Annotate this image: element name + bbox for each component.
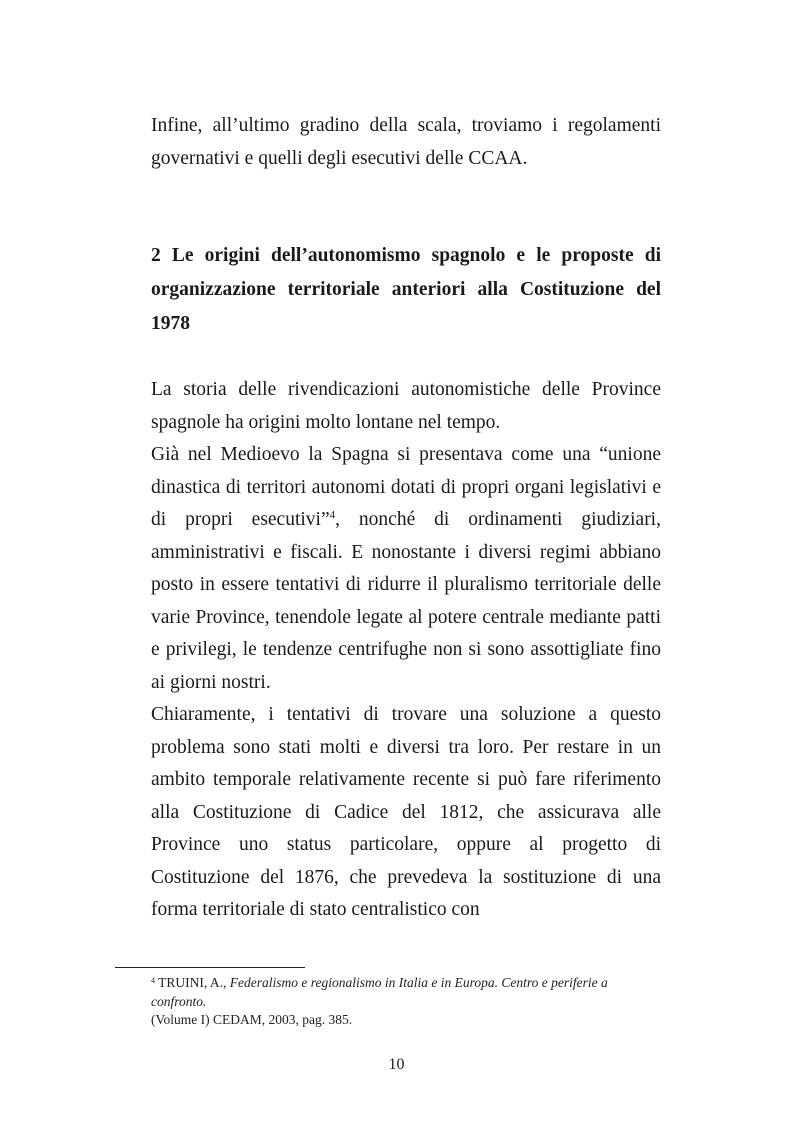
footnote-separator — [115, 967, 305, 968]
paragraph-3: Chiaramente, i tentativi di trovare una soluzione a questo problema sono stati molti e diversi tra loro. Per restare in un ambito temporale relativamente recente si può fare riferimento alla Costituzione di Cadice del 1812, che assicurava alle Province uno status particolare, oppure al progetto di Costituzione del 1876, che prevedeva la sostituzione di una forma territoriale di stato centralistico con — [151, 704, 661, 920]
footnote-title: Federalismo e regionalismo in Italia e in Europa. Centro e periferie a confronto. — [151, 975, 608, 1009]
footnote — [151, 974, 663, 1030]
footnote-number: 4 — [151, 976, 155, 985]
paragraph-1: La storia delle rivendicazioni autonomistiche delle Province spagnole ha origini molto lontane nel tempo. — [151, 379, 661, 433]
paragraph-2-text-b: , nonché di ordinamenti giudiziari, amministrativi e fiscali. E nonostante i diversi regimi abbiano posto in essere tentativi di ridurre il pluralismo territoriale delle varie Province, tenendole legate al potere centrale mediante patti e privilegi, le tendenze centrifughe non si sono assottigliate fino ai giorni nostri. — [151, 509, 661, 693]
body-text — [151, 374, 661, 927]
intro-paragraph-text: Infine, all’ultimo gradino della scala, troviamo i regolamenti governativi e quelli degli esecutivi delle CCAA. — [151, 115, 661, 169]
section-heading: 2 Le origini dell’autonomismo spagnolo e le proposte di organizzazione territoriale anteriori alla Costituzione del 1978 — [151, 245, 661, 334]
footnote-details: (Volume I) CEDAM, 2003, pag. 385. — [151, 1012, 353, 1027]
footnote-author: TRUINI, A., — [158, 975, 230, 990]
paragraph-2-text-a: Già nel Medioevo la Spagna si presentava come una “unione dinastica di territori autonomi dotati di propri organi legislativi e di propri esecutivi” — [151, 444, 661, 530]
footnote-reference[interactable]: 4 — [329, 509, 336, 521]
intro-paragraph — [151, 110, 661, 175]
page-number: 10 — [388, 1056, 405, 1073]
paragraph-2 — [151, 439, 661, 699]
